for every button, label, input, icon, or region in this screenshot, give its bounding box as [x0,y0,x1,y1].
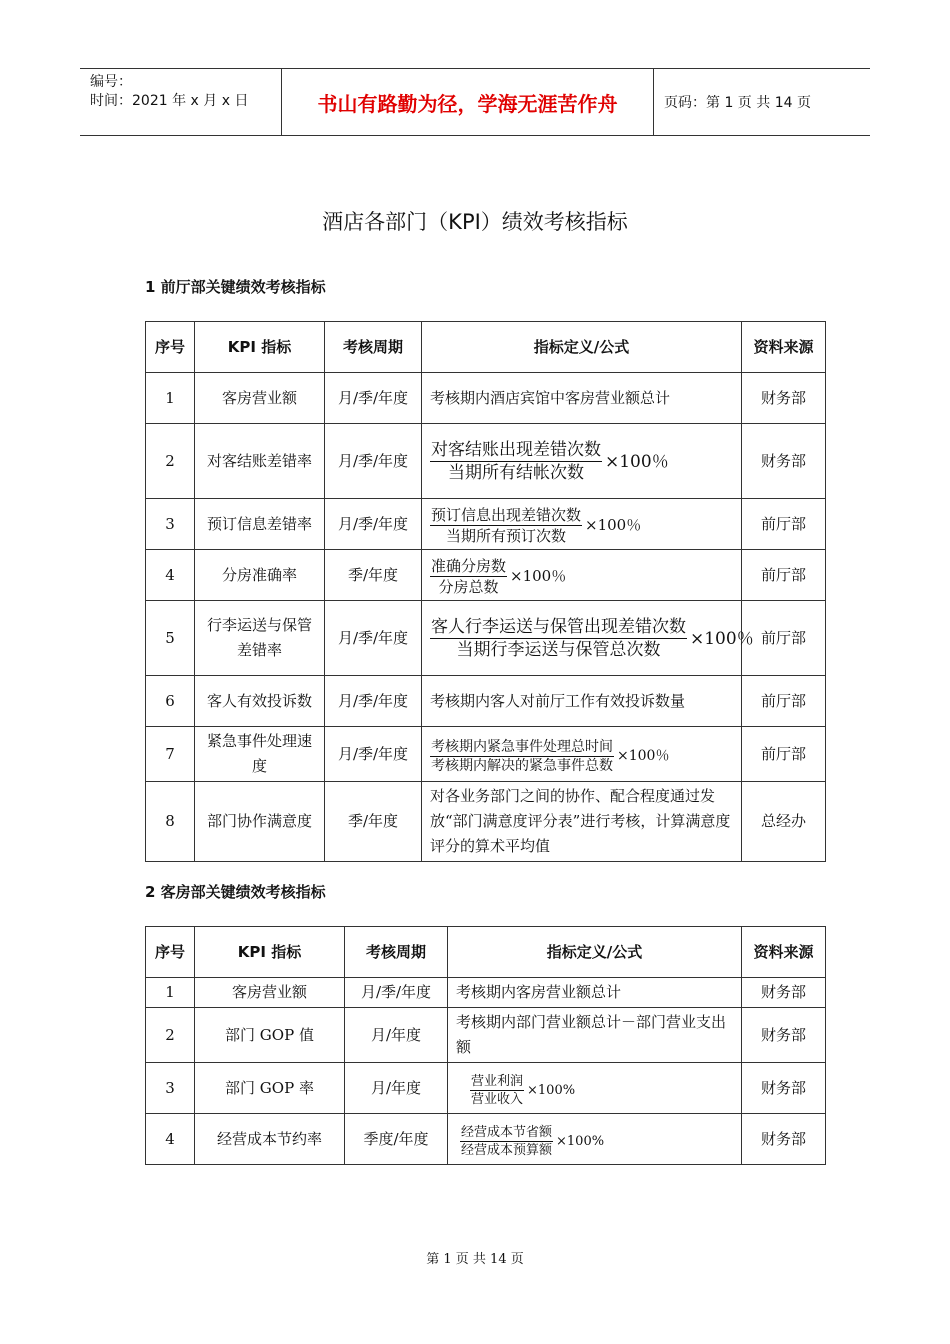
row-no: 3 [146,499,195,550]
formula-multiplier: ×100％ [690,628,754,649]
row-kpi: 分房准确率 [195,550,325,601]
row-period: 月/季/年度 [345,978,448,1008]
formula-numerator: 对客结账出现差错次数 [431,440,601,460]
row-no: 2 [146,1008,195,1063]
row-period: 月/季/年度 [325,424,422,499]
table-row [146,499,826,550]
formula-numerator: 考核期内紧急事件处理总时间 [431,738,613,755]
row-no: 3 [146,1063,195,1114]
row-no: 7 [146,727,195,782]
row-definition: 对各业务部门之间的协作、配合程度通过发放“部门满意度评分表”进行考核，计算满意度评分的算术平均值 [422,782,742,862]
row-no: 2 [146,424,195,499]
formula-denominator: 分房总数 [438,577,499,596]
row-kpi: 部门协作满意度 [195,782,325,862]
formula-multiplier: ×100％ [617,748,670,764]
row-source: 前厅部 [742,601,826,676]
table-row [146,550,826,601]
row-no: 4 [146,1114,195,1165]
row-period: 月/季/年度 [325,601,422,676]
formula-multiplier: ×100% [556,1134,605,1149]
table-row [146,1063,826,1114]
row-formula [422,499,742,550]
formula-numerator: 营业利润 [471,1074,524,1089]
row-source: 财务部 [742,978,826,1008]
table-header-row [146,927,826,978]
formula [430,505,641,546]
number-label: 编号： [90,74,132,90]
formula-numerator: 准确分房数 [431,556,507,575]
housekeeping-kpi-table [145,926,826,1165]
section-title-housekeeping: 2 客房部关键绩效考核指标 [145,883,326,901]
row-period: 季/年度 [325,550,422,601]
formula [470,1073,575,1108]
document-title: 酒店各部门（KPI）绩效考核指标 [322,210,628,234]
row-period: 月/季/年度 [325,676,422,727]
col-header-kpi: KPI 指标 [195,322,325,373]
formula [460,1124,604,1159]
row-source: 前厅部 [742,727,826,782]
row-period: 月/季/年度 [325,727,422,782]
col-header-definition: 指标定义/公式 [448,927,742,978]
row-period: 月/季/年度 [325,373,422,424]
row-no: 8 [146,782,195,862]
row-source: 财务部 [742,1063,826,1114]
row-formula [422,424,742,499]
row-source: 财务部 [742,1008,826,1063]
front-office-kpi-table [145,321,826,862]
formula-multiplier: ×100％ [510,567,567,585]
row-kpi: 经营成本节约率 [195,1114,345,1165]
formula [430,616,754,661]
formula-numerator: 经营成本节省额 [461,1125,553,1140]
row-source: 前厅部 [742,550,826,601]
table-row [146,424,826,499]
row-kpi: 部门 GOP 值 [195,1008,345,1063]
header-page-info: 页码：第 1 页 共 14 页 [664,95,811,111]
row-formula [422,727,742,782]
row-source: 财务部 [742,424,826,499]
formula-multiplier: ×100％ [605,451,669,472]
row-period: 季/年度 [325,782,422,862]
row-period: 月/年度 [345,1008,448,1063]
col-header-no: 序号 [146,322,195,373]
formula-denominator: 考核期内解决的紧急事件总数 [431,757,613,774]
formula [430,556,566,597]
formula-denominator: 当期行李运送与保管总次数 [456,640,661,660]
section-title-front-office: 1 前厅部关键绩效考核指标 [145,278,326,296]
row-period: 月/年度 [345,1063,448,1114]
table-row [146,727,826,782]
row-source: 财务部 [742,373,826,424]
col-header-source: 资料来源 [742,927,826,978]
formula-denominator: 当期所有预订次数 [446,526,567,545]
formula-denominator: 营业收入 [471,1092,524,1107]
row-no: 1 [146,978,195,1008]
table-row [146,601,826,676]
formula-denominator: 当期所有结帐次数 [448,463,584,483]
col-header-source: 资料来源 [742,322,826,373]
col-header-definition: 指标定义/公式 [422,322,742,373]
formula [430,439,669,484]
row-kpi: 客人有效投诉数 [195,676,325,727]
row-kpi: 对客结账差错率 [195,424,325,499]
row-period: 季度/年度 [345,1114,448,1165]
row-formula [448,1063,742,1114]
row-formula [422,601,754,676]
col-header-no: 序号 [146,927,195,978]
row-formula [448,1114,742,1165]
page-header [80,68,870,136]
row-definition: 考核期内酒店宾馆中客房营业额总计 [422,373,742,424]
page-footer: 第 1 页 共 14 页 [426,1252,524,1267]
row-definition: 考核期内客房营业额总计 [448,978,742,1008]
time-label: 时间：2021 年 x 月 x 日 [90,93,249,109]
formula-numerator: 客人行李运送与保管出现差错次数 [431,617,686,637]
table-row [146,978,826,1008]
col-header-period: 考核周期 [345,927,448,978]
table-row [146,373,826,424]
row-no: 6 [146,676,195,727]
formula-multiplier: ×100％ [585,516,642,534]
row-kpi: 行李运送与保管差错率 [195,601,325,676]
row-source: 前厅部 [742,676,826,727]
formula-multiplier: ×100% [527,1083,576,1098]
row-kpi: 客房营业额 [195,978,345,1008]
row-no: 1 [146,373,195,424]
row-definition: 考核期内客人对前厅工作有效投诉数量 [422,676,742,727]
header-meta [80,69,282,135]
col-header-kpi: KPI 指标 [195,927,345,978]
table-row [146,1114,826,1165]
formula-numerator: 预订信息出现差错次数 [431,505,582,524]
row-period: 月/季/年度 [325,499,422,550]
table-row [146,1008,826,1063]
table-row [146,782,826,862]
col-header-period: 考核周期 [325,322,422,373]
row-source: 财务部 [742,1114,826,1165]
row-source: 前厅部 [742,499,826,550]
row-source: 总经办 [742,782,826,862]
row-no: 4 [146,550,195,601]
formula-denominator: 经营成本预算额 [461,1143,553,1158]
row-formula [422,550,742,601]
formula [430,738,669,775]
row-definition: 考核期内部门营业额总计－部门营业支出额 [448,1008,742,1063]
table-row [146,676,826,727]
row-no: 5 [146,601,195,676]
row-kpi: 紧急事件处理速度 [195,727,325,782]
row-kpi: 部门 GOP 率 [195,1063,345,1114]
row-kpi: 客房营业额 [195,373,325,424]
table-header-row [146,322,826,373]
row-kpi: 预订信息差错率 [195,499,325,550]
header-motto: 书山有路勤为径，学海无涯苦作舟 [282,69,654,135]
